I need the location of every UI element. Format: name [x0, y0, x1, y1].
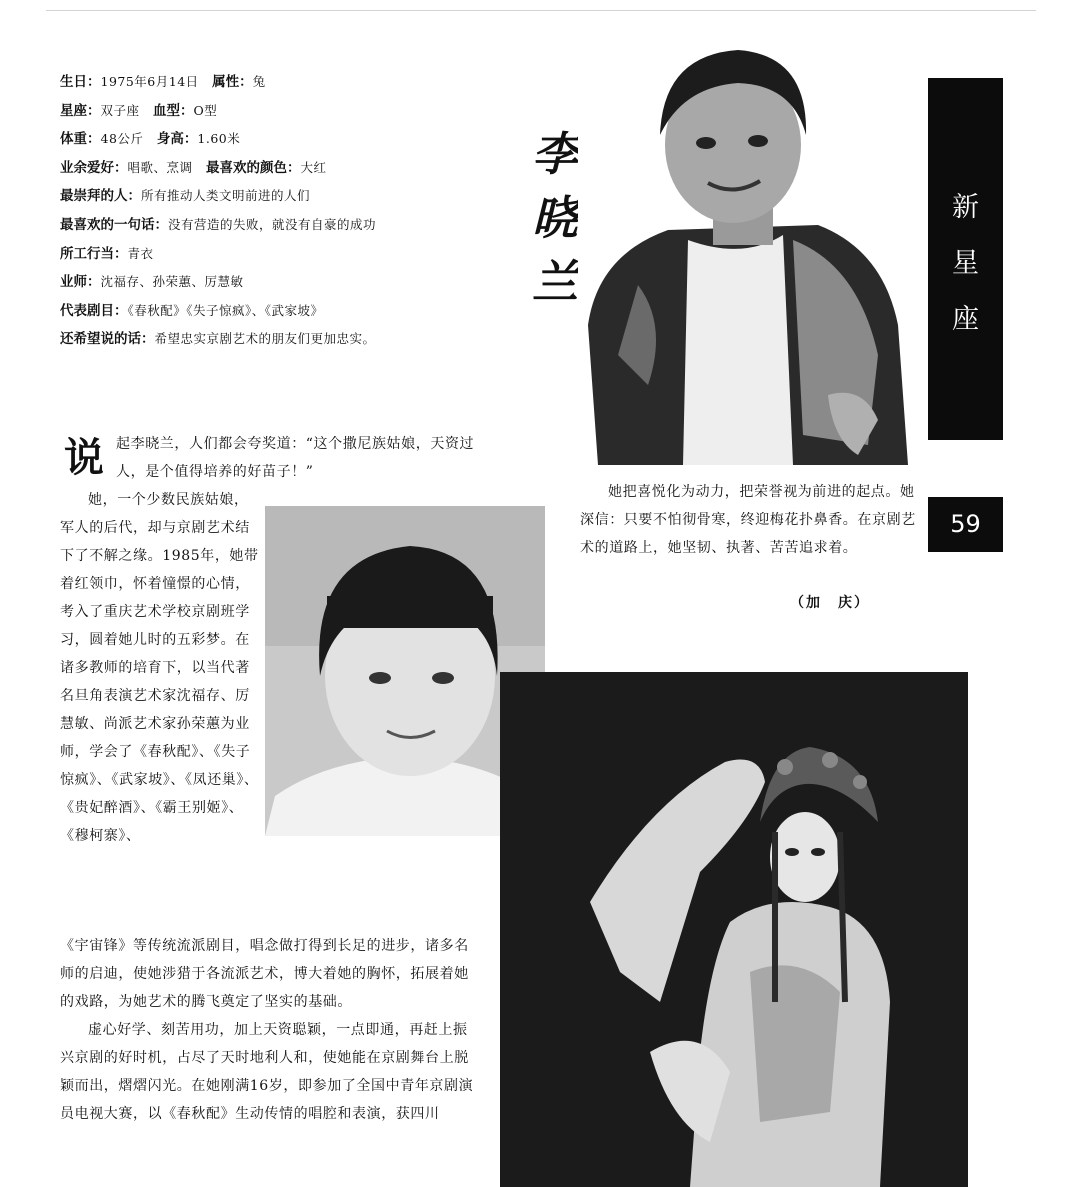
banner-char: 星 [952, 248, 979, 279]
opera-stage-image [500, 672, 968, 1187]
banner-char: 座 [952, 304, 979, 335]
name-vertical [530, 122, 580, 314]
portrait-jacket-image [578, 25, 908, 465]
profile-row-weight: 体重：48公斤 身高：1.60米 [60, 131, 241, 148]
profile-block [60, 68, 480, 354]
drop-cap: 说 [64, 435, 104, 481]
name-char: 晓 [532, 191, 578, 245]
top-divider [46, 10, 1036, 11]
banner-char: 新 [952, 192, 979, 223]
article-lead: 起李晓兰，人们都会夸奖道：“这个撒尼族姑娘，天资过人，是个值得培养的好苗子！” [116, 436, 475, 480]
article-paragraph: 她，一个少数民族姑娘，军人的后代，却与京剧艺术结下了不解之缘。1985年，她带着红领巾，怀着憧憬的心情，考入了重庆艺术学校京剧班学习，圆着她儿时的五彩梦。在诸多教师的培育下，以当代著名旦角表演艺术家沈福存、厉慧敏、尚派艺术家孙荣蕙为业师，学会了《春秋配》、《失子惊疯》、《武家坡》、《凤还巢》、《贵妃醉酒》、《霸王别姬》、《穆柯寨》、 [60, 492, 259, 844]
page-number: 59 [928, 497, 1003, 552]
name-char: 兰 [532, 255, 578, 309]
column-banner [928, 78, 1003, 440]
article-paragraph: 《宇宙锋》等传统流派剧目，唱念做打得到长足的进步，诸多名师的启迪，使她涉猎于各流派艺术，博大着她的胸怀，拓展着她的戏路，为她艺术的腾飞奠定了坚实的基础。 [60, 938, 469, 1010]
side-paragraph-block [580, 478, 916, 562]
profile-row-teacher: 业师：沈福存、孙荣蕙、厉慧敏 [60, 274, 244, 291]
article-paragraph: 虚心好学、刻苦用功，加上天资聪颖，一点即通，再赶上振兴京剧的好时机，占尽了天时地利人和，使她能在京剧舞台上脱颖而出，熠熠闪光。在她刚满16岁，即参加了全国中青年京剧演员电视大赛，以《春秋配》生动传情的唱腔和表演，获四川 [60, 1022, 474, 1122]
profile-row-wish: 还希望说的话：希望忠实京剧艺术的朋友们更加忠实。 [60, 331, 376, 348]
profile-row-hobby: 业余爱好：唱歌、烹调 最喜欢的颜色：大红 [60, 159, 327, 176]
side-paragraph: 她把喜悦化为动力，把荣誉视为前进的起点。她深信：只要不怕彻骨寒，终迎梅花扑鼻香。在京剧艺术的道路上，她坚韧、执著、苦苦追求着。 [580, 484, 916, 556]
profile-row-birthday: 生日：1975年6月14日 属性：兔 [60, 74, 266, 90]
profile-row-motto: 最喜欢的一句话：没有营造的失败，就没有自豪的成功 [60, 216, 377, 233]
portrait-photo-jacket [578, 25, 908, 465]
name-char: 李 [532, 127, 578, 181]
profile-row-constellation: 星座：双子座 血型：O型 [60, 102, 218, 119]
author-credit: （加 庆） [790, 595, 870, 611]
profile-row-role: 所工行当：青衣 [60, 245, 154, 262]
article-column-full [60, 932, 480, 1128]
opera-stage-photo [500, 672, 968, 1187]
profile-row-plays: 代表剧目：《春秋配》《失子惊疯》、《武家坡》 [60, 302, 324, 319]
profile-row-admire: 最崇拜的人：所有推动人类文明前进的人们 [60, 188, 311, 205]
article-column-narrow [60, 486, 260, 850]
